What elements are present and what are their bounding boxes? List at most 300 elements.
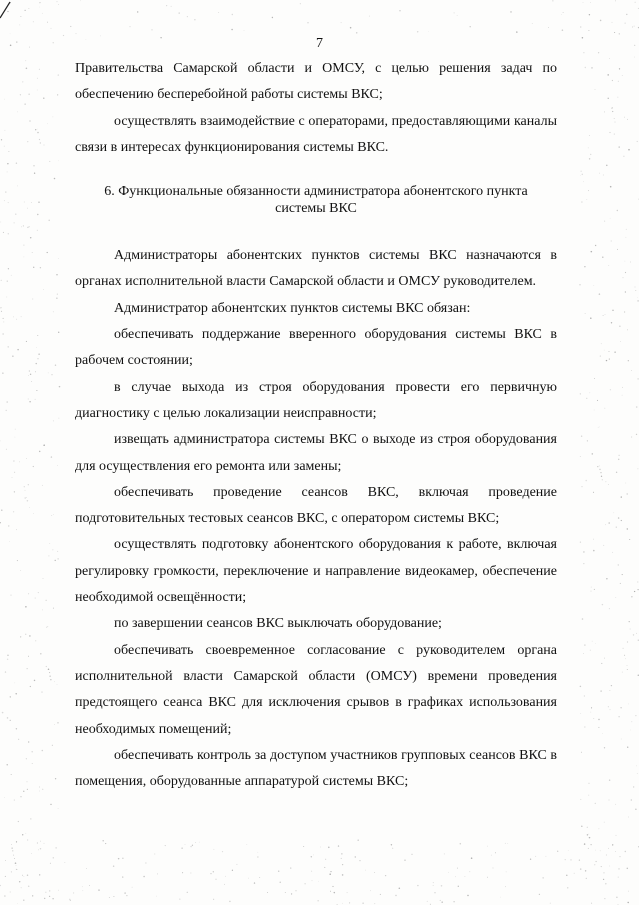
- scan-speck: [17, 903, 18, 904]
- scan-speck: [35, 598, 36, 599]
- scan-speck: [49, 543, 50, 544]
- scan-speck: [44, 145, 45, 146]
- scan-speck: [248, 878, 249, 879]
- scan-speck: [609, 359, 610, 360]
- scan-speck: [122, 858, 123, 859]
- scan-speck: [30, 818, 32, 820]
- scan-speck: [23, 245, 24, 246]
- scan-speck: [617, 210, 618, 211]
- scan-speck: [38, 354, 39, 355]
- scan-speck: [19, 462, 20, 463]
- scan-speck: [27, 839, 28, 840]
- scan-speck: [130, 26, 131, 27]
- scan-speck: [24, 486, 25, 487]
- scan-speck: [392, 848, 393, 849]
- scan-speck: [428, 31, 429, 32]
- scan-speck: [434, 892, 435, 893]
- scan-speck: [374, 903, 375, 904]
- scan-speck: [580, 799, 581, 800]
- scan-speck: [597, 400, 598, 401]
- scan-speck: [16, 319, 17, 320]
- scan-speck: [15, 862, 17, 864]
- scan-speck: [225, 876, 226, 877]
- scan-speck: [37, 90, 38, 91]
- scan-speck: [597, 466, 598, 467]
- scan-speck: [581, 171, 582, 172]
- scan-speck: [25, 10, 26, 11]
- scan-speck: [30, 237, 31, 238]
- scan-speck: [25, 606, 27, 608]
- scan-speck: [187, 892, 188, 893]
- scan-speck: [471, 857, 473, 859]
- scan-speck: [27, 668, 28, 669]
- scan-speck: [599, 469, 601, 471]
- scan-speck: [28, 484, 29, 485]
- scan-speck: [33, 21, 34, 22]
- scan-speck: [27, 208, 28, 209]
- scan-speck: [582, 174, 583, 175]
- scan-speck: [568, 850, 569, 851]
- scan-speck: [620, 856, 621, 857]
- scan-speck: [591, 707, 592, 708]
- scan-speck: [185, 844, 186, 845]
- scan-speck: [35, 371, 36, 372]
- scan-speck: [610, 218, 611, 219]
- scan-speck: [609, 608, 610, 609]
- scan-speck: [608, 265, 609, 266]
- scan-speck: [617, 249, 618, 250]
- scan-speck: [616, 472, 617, 473]
- scan-speck: [53, 420, 54, 421]
- scan-speck: [600, 20, 602, 22]
- scan-speck: [8, 268, 9, 269]
- scan-speck: [591, 67, 592, 68]
- scan-speck: [606, 481, 607, 482]
- scan-speck: [570, 859, 571, 860]
- scan-speck: [599, 466, 600, 467]
- scan-speck: [36, 363, 37, 364]
- scan-speck: [583, 551, 584, 552]
- scan-speck: [58, 808, 59, 809]
- scan-speck: [43, 98, 44, 99]
- scan-speck: [506, 872, 507, 873]
- scan-speck: [40, 841, 41, 842]
- scan-speck: [349, 902, 350, 903]
- scan-speck: [411, 854, 412, 855]
- scan-speck: [25, 833, 26, 834]
- scan-speck: [29, 635, 30, 636]
- scan-speck: [455, 876, 456, 877]
- scan-speck: [0, 440, 1, 441]
- scan-speck: [11, 595, 12, 596]
- scan-speck: [587, 834, 588, 835]
- scan-speck: [591, 587, 592, 588]
- scan-speck: [593, 285, 594, 286]
- scan-speck: [601, 663, 602, 664]
- scan-speck: [46, 600, 47, 601]
- scan-speck: [57, 684, 58, 685]
- scan-speck: [320, 847, 321, 848]
- section-heading-line-2: системы ВКС: [275, 201, 357, 217]
- scan-speck: [39, 7, 40, 8]
- scan-speck: [591, 591, 592, 592]
- scan-speck: [48, 373, 49, 374]
- scan-speck: [362, 902, 363, 903]
- scan-speck: [50, 804, 51, 805]
- scan-speck: [36, 390, 37, 391]
- scan-speck: [40, 2, 41, 3]
- scan-speck: [42, 485, 43, 486]
- scan-speck: [6, 449, 7, 450]
- scan-speck: [584, 843, 585, 844]
- scan-speck: [635, 809, 636, 810]
- scan-speck: [179, 899, 180, 900]
- scan-speck: [626, 493, 627, 494]
- scan-speck: [20, 796, 21, 797]
- scan-speck: [8, 525, 9, 526]
- scan-speck: [291, 894, 292, 895]
- scan-speck: [51, 515, 52, 516]
- scan-speck: [626, 229, 627, 230]
- scan-speck: [122, 876, 123, 877]
- scan-speck: [622, 395, 623, 396]
- scan-speck: [21, 316, 22, 317]
- scan-speck: [194, 19, 195, 20]
- scan-speck: [610, 186, 612, 188]
- scan-speck: [210, 873, 211, 874]
- scan-speck: [625, 658, 626, 659]
- scan-speck: [51, 456, 52, 457]
- scan-speck: [588, 795, 589, 796]
- scan-speck: [113, 896, 114, 897]
- scan-speck: [26, 458, 27, 459]
- scan-speck: [580, 542, 581, 543]
- scan-speck: [595, 245, 596, 246]
- scan-speck: [399, 10, 400, 11]
- scan-speck: [295, 890, 296, 891]
- scan-speck: [594, 589, 595, 590]
- scan-speck: [625, 851, 626, 852]
- scan-speck: [44, 843, 45, 844]
- scan-speck: [285, 892, 286, 893]
- scan-speck: [24, 202, 25, 203]
- scan-speck: [23, 225, 24, 226]
- scan-speck: [347, 892, 348, 893]
- scan-speck: [28, 375, 29, 376]
- scan-speck: [82, 886, 83, 887]
- scan-speck: [9, 541, 10, 542]
- scan-speck: [33, 466, 34, 467]
- scan-speck: [36, 347, 37, 348]
- scan-speck: [5, 191, 6, 192]
- scan-speck: [598, 719, 599, 720]
- scan-speck: [567, 887, 568, 888]
- scan-speck: [257, 852, 258, 853]
- scan-speck: [37, 358, 38, 359]
- scan-speck: [622, 574, 623, 575]
- paragraph-continuation: Правительства Самарской области и ОМСУ, с целью решения задач по обеспечению бесперебойной работы системы ВКС;: [75, 61, 557, 103]
- scan-speck: [441, 885, 443, 887]
- scan-speck: [612, 80, 613, 81]
- scan-speck: [630, 730, 631, 731]
- scan-speck: [618, 455, 619, 456]
- scan-edge-mark: [0, 2, 10, 18]
- scan-speck: [608, 848, 609, 849]
- scan-speck: [609, 132, 610, 133]
- scan-speck: [290, 867, 291, 868]
- scan-speck: [5, 876, 6, 877]
- scan-speck: [29, 226, 30, 227]
- scan-speck: [50, 863, 51, 864]
- scan-speck: [51, 28, 52, 29]
- scan-speck: [606, 578, 607, 579]
- scan-speck: [3, 333, 4, 334]
- scan-speck: [59, 418, 60, 419]
- scan-speck: [58, 258, 59, 259]
- scan-speck: [102, 840, 103, 841]
- scan-speck: [267, 892, 268, 893]
- scan-speck: [73, 892, 74, 893]
- scan-speck: [4, 797, 5, 798]
- scan-speck: [581, 486, 582, 487]
- scan-speck: [590, 2, 591, 3]
- scan-speck: [8, 346, 9, 347]
- scan-speck: [40, 142, 41, 143]
- scan-speck: [458, 886, 459, 887]
- scan-speck: [35, 399, 36, 400]
- scan-speck: [616, 897, 617, 898]
- scan-speck: [304, 883, 305, 884]
- scan-speck: [467, 895, 468, 896]
- page-number: 7: [316, 36, 323, 51]
- scan-speck: [7, 11, 8, 12]
- scan-speck: [53, 608, 54, 609]
- scan-speck: [311, 856, 312, 857]
- scan-speck: [601, 476, 602, 477]
- scan-speck: [28, 656, 29, 657]
- scan-speck: [17, 560, 18, 561]
- scan-speck: [89, 885, 90, 886]
- scan-speck: [433, 882, 434, 883]
- scan-speck: [244, 30, 245, 31]
- scan-speck: [58, 160, 59, 161]
- scan-speck: [341, 853, 342, 854]
- scan-speck: [55, 847, 56, 848]
- scan-speck: [616, 835, 617, 836]
- scan-speck: [505, 843, 506, 844]
- scan-speck: [39, 139, 40, 140]
- scan-speck: [546, 856, 547, 857]
- scan-speck: [37, 842, 38, 843]
- scan-speck: [52, 745, 53, 746]
- scan-speck: [580, 393, 581, 394]
- scan-speck: [583, 653, 584, 654]
- scan-speck: [627, 528, 628, 529]
- scan-speck: [19, 881, 20, 882]
- scan-speck: [634, 26, 635, 27]
- scan-speck: [105, 843, 106, 844]
- scan-speck: [629, 621, 630, 622]
- scan-speck: [132, 887, 133, 888]
- scan-speck: [42, 750, 44, 752]
- scan-speck: [1, 280, 2, 281]
- scan-speck: [42, 789, 43, 790]
- scan-speck: [630, 262, 631, 263]
- scan-speck: [1, 307, 2, 308]
- scan-speck: [231, 29, 233, 31]
- section-heading: [95, 183, 537, 217]
- scan-speck: [604, 408, 605, 409]
- scan-speck: [619, 33, 620, 34]
- document-body: [75, 56, 557, 795]
- scan-speck: [218, 12, 219, 13]
- scan-speck: [35, 640, 36, 641]
- scan-speck: [602, 256, 603, 257]
- scan-speck: [37, 132, 39, 134]
- scan-speck: [631, 721, 632, 722]
- scan-speck: [380, 894, 381, 895]
- scan-speck: [620, 341, 621, 342]
- scan-speck: [598, 727, 599, 728]
- scan-speck: [32, 252, 33, 253]
- scan-speck: [46, 666, 47, 667]
- scan-speck: [630, 629, 631, 630]
- scan-speck: [622, 75, 623, 76]
- scan-speck: [312, 880, 313, 881]
- scan-speck: [618, 564, 619, 565]
- scan-speck: [303, 846, 304, 847]
- scan-speck: [80, 0, 81, 1]
- scan-speck: [39, 451, 41, 453]
- scan-speck: [55, 364, 56, 365]
- scan-speck: [441, 901, 443, 903]
- scan-speck: [618, 81, 619, 82]
- scan-speck: [8, 151, 9, 152]
- scan-speck: [579, 859, 580, 860]
- scan-speck: [278, 870, 279, 871]
- scan-speck: [24, 257, 25, 258]
- scan-speck: [561, 14, 562, 15]
- scan-speck: [342, 864, 343, 865]
- scan-speck: [605, 314, 606, 315]
- scan-speck: [487, 877, 488, 878]
- scan-speck: [4, 200, 5, 201]
- scan-speck: [614, 32, 615, 33]
- scan-speck: [359, 860, 360, 861]
- scan-speck: [341, 22, 342, 23]
- scan-speck: [11, 774, 12, 775]
- scan-speck: [29, 401, 30, 402]
- scan-speck: [589, 158, 590, 159]
- scan-speck: [598, 427, 599, 428]
- scan-speck: [624, 117, 625, 118]
- scan-speck: [58, 74, 59, 75]
- scan-speck: [14, 222, 15, 223]
- scan-speck: [457, 15, 458, 16]
- scan-speck: [18, 739, 19, 740]
- scan-speck: [214, 849, 215, 850]
- scan-speck: [584, 644, 585, 645]
- scan-speck: [584, 695, 585, 696]
- scan-speck: [588, 783, 589, 784]
- scan-speck: [624, 655, 625, 656]
- scan-speck: [532, 23, 533, 24]
- scan-speck: [627, 868, 628, 869]
- scan-speck: [11, 844, 12, 845]
- scan-speck: [626, 14, 627, 15]
- scan-speck: [6, 410, 7, 411]
- scan-speck: [607, 74, 609, 76]
- scan-speck: [222, 851, 223, 852]
- scan-speck: [54, 178, 56, 180]
- scan-speck: [15, 214, 16, 215]
- scan-speck: [593, 718, 594, 719]
- scan-speck: [614, 134, 615, 135]
- scan-speck: [505, 886, 506, 887]
- scan-speck: [0, 222, 1, 223]
- scan-speck: [603, 174, 604, 175]
- scan-speck: [14, 683, 15, 684]
- scan-speck: [618, 868, 619, 869]
- scan-speck: [1, 139, 2, 140]
- scan-speck: [31, 202, 32, 203]
- scan-speck: [621, 520, 622, 521]
- scan-speck: [469, 871, 470, 872]
- scan-speck: [370, 890, 371, 891]
- scan-speck: [12, 850, 13, 851]
- scan-speck: [16, 869, 17, 870]
- scan-speck: [599, 427, 600, 428]
- scan-speck: [113, 865, 114, 866]
- scan-speck: [42, 610, 43, 611]
- scan-speck: [181, 847, 182, 848]
- scan-speck: [39, 787, 40, 788]
- scan-speck: [605, 883, 607, 885]
- scan-speck: [137, 11, 138, 12]
- scan-speck: [585, 480, 587, 482]
- scan-speck: [614, 351, 616, 353]
- scan-speck: [618, 97, 619, 98]
- scan-speck: [4, 99, 5, 100]
- scan-speck: [16, 869, 17, 870]
- scan-speck: [587, 827, 588, 828]
- scan-speck: [334, 892, 335, 893]
- scan-speck: [635, 290, 636, 291]
- scan-speck: [637, 141, 638, 142]
- scan-speck: [579, 284, 580, 285]
- scan-speck: [590, 154, 591, 155]
- scan-speck: [229, 901, 231, 903]
- scan-speck: [604, 350, 605, 351]
- scan-speck: [53, 117, 54, 118]
- scan-speck: [33, 267, 34, 268]
- scan-speck: [2, 372, 3, 373]
- scan-speck: [14, 800, 15, 801]
- scan-speck: [54, 681, 55, 682]
- scan-speck: [583, 52, 584, 53]
- scan-speck: [457, 868, 458, 869]
- scan-speck: [49, 161, 50, 162]
- scan-speck: [595, 643, 596, 644]
- scan-speck: [590, 650, 591, 651]
- scan-speck: [236, 864, 237, 865]
- scan-speck: [325, 859, 326, 860]
- scan-speck: [487, 846, 488, 847]
- scan-speck: [602, 479, 603, 480]
- scan-speck: [602, 604, 603, 605]
- list-item: обеспечивать проведение сеансов ВКС, включая проведение подготовительных тестовых сеансов ВКС, с оператором системы ВКС;: [75, 484, 557, 527]
- scan-speck: [0, 522, 1, 523]
